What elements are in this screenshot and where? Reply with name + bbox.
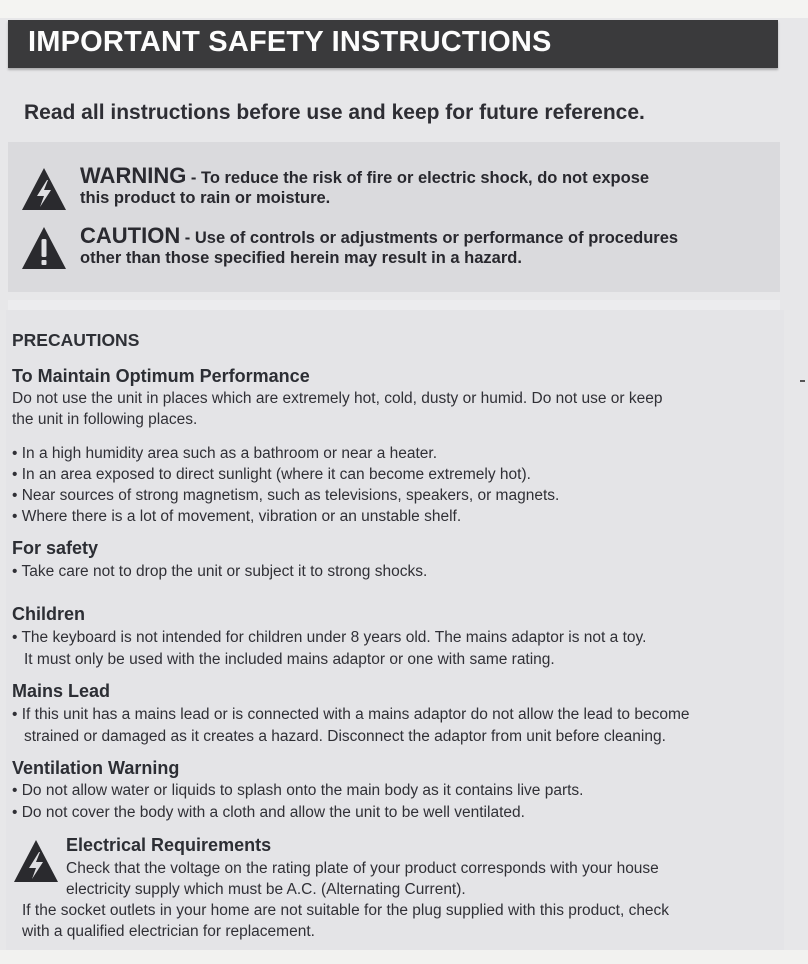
electrical-line-1: Check that the voltage on the rating plate of your product corresponds with your house — [66, 860, 659, 877]
caution-line-2: other than those specified herein may result in a hazard. — [80, 249, 522, 267]
performance-item-4: • Where there is a lot of movement, vibration or an unstable shelf. — [12, 508, 462, 525]
ventilation-heading: Ventilation Warning — [12, 758, 180, 778]
children-line-2: It must only be used with the included mains adaptor or one with same rating. — [24, 651, 555, 668]
caution-notice — [80, 223, 770, 268]
section-divider — [8, 300, 780, 310]
electrical-line-2: electricity supply which must be A.C. (Alternating Current). — [66, 881, 466, 898]
performance-item-3: • Near sources of strong magnetism, such as televisions, speakers, or magnets. — [12, 487, 560, 504]
mains-line-1: • If this unit has a mains lead or is connected with a mains adaptor do not allow the lead to become — [12, 706, 690, 723]
electrical-line-3: If the socket outlets in your home are not suitable for the plug supplied with this product, check — [22, 902, 670, 919]
margin-mark — [800, 380, 805, 382]
ventilation-item-2: • Do not cover the body with a cloth and allow the unit to be well ventilated. — [12, 804, 525, 821]
precautions-heading: PRECAUTIONS — [12, 330, 140, 350]
caution-label: CAUTION — [80, 223, 181, 248]
warning-line-2: this product to rain or moisture. — [80, 189, 331, 207]
mains-heading: Mains Lead — [12, 681, 111, 701]
warning-line-1: - To reduce the risk of fire or electric shock, do not expose — [186, 169, 650, 187]
caution-line-1: - Use of controls or adjustments or performance of procedures — [180, 229, 679, 247]
page-bottom-margin — [0, 950, 808, 964]
electrical-heading: Electrical Requirements — [66, 835, 272, 855]
performance-intro-line-2: the unit in following places. — [12, 411, 198, 428]
performance-heading: To Maintain Optimum Performance — [12, 366, 310, 386]
warning-label: WARNING — [80, 163, 187, 188]
safety-item: • Take care not to drop the unit or subject it to strong shocks. — [12, 563, 428, 580]
page-subtitle: Read all instructions before use and keep for future reference. — [24, 101, 645, 124]
performance-item-1: • In a high humidity area such as a bathroom or near a heater. — [12, 445, 438, 462]
children-line-1: • The keyboard is not intended for children under 8 years old. The mains adaptor is not a toy. — [12, 629, 647, 646]
ventilation-item-1: • Do not allow water or liquids to splash onto the main body as it contains live parts. — [12, 782, 584, 799]
electric-shock-warning-icon — [20, 166, 68, 212]
children-heading: Children — [12, 604, 86, 624]
performance-intro-line-1: Do not use the unit in places which are extremely hot, cold, dusty or humid. Do not use or keep — [12, 390, 663, 407]
mains-line-2: strained or damaged as it creates a hazard. Disconnect the adaptor from unit before cleaning. — [24, 728, 666, 745]
title-bar — [8, 20, 778, 68]
warning-notice — [80, 163, 770, 208]
safety-heading: For safety — [12, 538, 99, 558]
page-title: IMPORTANT SAFETY INSTRUCTIONS — [28, 26, 552, 58]
caution-exclamation-icon — [20, 225, 68, 271]
page-top-margin — [0, 0, 808, 18]
performance-item-2: • In an area exposed to direct sunlight (where it can become extremely hot). — [12, 466, 531, 483]
electrical-line-4: with a qualified electrician for replacement. — [22, 923, 315, 940]
electrical-hazard-icon — [12, 838, 60, 884]
